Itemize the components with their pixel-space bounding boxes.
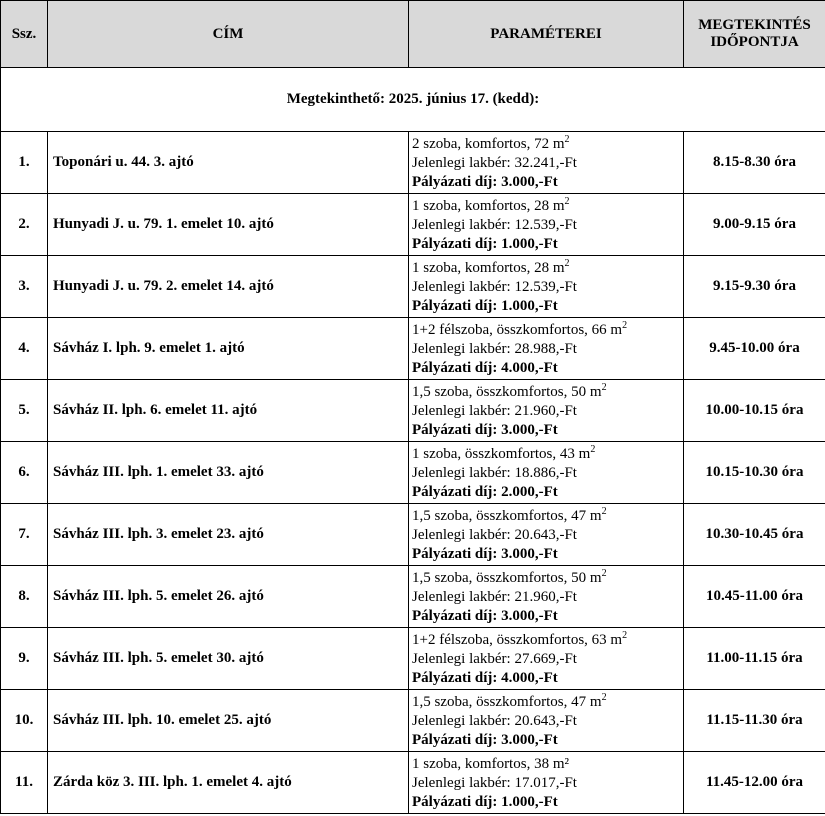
row-description: [412, 693, 683, 712]
area-unit-superscript: 2: [601, 567, 607, 579]
row-address: Sávház III. lph. 10. emelet 25. ajtó: [48, 690, 409, 752]
row-address: Sávház I. lph. 9. emelet 1. ajtó: [48, 318, 409, 380]
area-unit-superscript: 2: [590, 443, 596, 455]
header-params: PARAMÉTEREI: [409, 1, 684, 68]
area-unit-superscript: 2: [564, 195, 570, 207]
row-fee: Pályázati díj: 3.000,-Ft: [412, 545, 558, 562]
area-unit-superscript: 2: [601, 691, 607, 703]
header-viewing-line2: IDŐPONTJA: [710, 34, 799, 50]
table-row: [1, 628, 825, 690]
area-unit-superscript: 2: [622, 319, 628, 331]
row-address: Sávház II. lph. 6. emelet 11. ajtó: [48, 380, 409, 442]
row-viewing-time: 9.00-9.15 óra: [684, 194, 825, 256]
row-params: [409, 628, 684, 690]
row-number: 9.: [1, 628, 48, 690]
row-fee: Pályázati díj: 3.000,-Ft: [412, 607, 558, 624]
row-number: 5.: [1, 380, 48, 442]
row-viewing-time: 11.00-11.15 óra: [684, 628, 825, 690]
row-fee: Pályázati díj: 1.000,-Ft: [412, 793, 558, 810]
table-header: [1, 1, 825, 68]
area-unit-superscript: 2: [564, 133, 570, 145]
row-rent: Jelenlegi lakbér: 28.988,-Ft: [412, 340, 577, 357]
row-rent: Jelenlegi lakbér: 21.960,-Ft: [412, 402, 577, 419]
row-description: [412, 755, 683, 774]
row-rent: Jelenlegi lakbér: 20.643,-Ft: [412, 712, 577, 729]
header-viewing-time: [684, 1, 825, 68]
row-viewing-time: 11.15-11.30 óra: [684, 690, 825, 752]
table-row: [1, 132, 825, 194]
row-description: [412, 569, 683, 588]
row-number: 11.: [1, 752, 48, 814]
row-params: [409, 504, 684, 566]
row-description: [412, 197, 683, 216]
row-address: Sávház III. lph. 3. emelet 23. ajtó: [48, 504, 409, 566]
row-rent: Jelenlegi lakbér: 12.539,-Ft: [412, 216, 577, 233]
row-number: 10.: [1, 690, 48, 752]
row-number: 6.: [1, 442, 48, 504]
table-row: [1, 442, 825, 504]
row-viewing-time: 10.30-10.45 óra: [684, 504, 825, 566]
row-description: [412, 259, 683, 278]
row-address: Sávház III. lph. 5. emelet 26. ajtó: [48, 566, 409, 628]
row-viewing-time: 10.45-11.00 óra: [684, 566, 825, 628]
row-number: 4.: [1, 318, 48, 380]
area-unit-superscript: 2: [564, 257, 570, 269]
row-rent: Jelenlegi lakbér: 21.960,-Ft: [412, 588, 577, 605]
row-description-text: 1+2 félszoba, összkomfortos, 66 m: [412, 321, 623, 338]
row-number: 1.: [1, 132, 48, 194]
table-row: [1, 504, 825, 566]
row-viewing-time: 11.45-12.00 óra: [684, 752, 825, 814]
row-description-text: 1+2 félszoba, összkomfortos, 63 m: [412, 631, 623, 648]
area-unit-superscript: 2: [601, 381, 607, 393]
row-address: Toponári u. 44. 3. ajtó: [48, 132, 409, 194]
table-row: [1, 380, 825, 442]
row-fee: Pályázati díj: 3.000,-Ft: [412, 421, 558, 438]
row-rent: Jelenlegi lakbér: 17.017,-Ft: [412, 774, 577, 791]
table-row: [1, 318, 825, 380]
area-unit-superscript: 2: [601, 505, 607, 517]
row-description-text: 2 szoba, komfortos, 72 m: [412, 135, 565, 152]
row-number: 2.: [1, 194, 48, 256]
table-row: [1, 194, 825, 256]
section-title: Megtekinthető: 2025. június 17. (kedd):: [1, 68, 825, 132]
row-address: Hunyadi J. u. 79. 1. emelet 10. ajtó: [48, 194, 409, 256]
row-params: [409, 752, 684, 814]
row-params: [409, 132, 684, 194]
row-description-text: 1 szoba, komfortos, 28 m: [412, 197, 565, 214]
row-description-text: 1,5 szoba, összkomfortos, 47 m: [412, 693, 602, 710]
row-params: [409, 442, 684, 504]
row-description: [412, 383, 683, 402]
row-description: [412, 135, 683, 154]
row-rent: Jelenlegi lakbér: 18.886,-Ft: [412, 464, 577, 481]
row-address: Hunyadi J. u. 79. 2. emelet 14. ajtó: [48, 256, 409, 318]
row-params: [409, 380, 684, 442]
header-viewing-line1: MEGTEKINTÉS: [698, 17, 811, 33]
row-description: [412, 507, 683, 526]
row-description: [412, 631, 683, 650]
row-rent: Jelenlegi lakbér: 27.669,-Ft: [412, 650, 577, 667]
row-description-text: 1 szoba, komfortos, 28 m: [412, 259, 565, 276]
row-params: [409, 194, 684, 256]
row-address: Sávház III. lph. 1. emelet 33. ajtó: [48, 442, 409, 504]
area-unit-superscript: 2: [622, 629, 628, 641]
header-num: Ssz.: [1, 1, 48, 68]
row-fee: Pályázati díj: 1.000,-Ft: [412, 297, 558, 314]
row-viewing-time: 9.15-9.30 óra: [684, 256, 825, 318]
row-fee: Pályázati díj: 1.000,-Ft: [412, 235, 558, 252]
row-fee: Pályázati díj: 3.000,-Ft: [412, 173, 558, 190]
row-number: 7.: [1, 504, 48, 566]
section-row: [1, 68, 825, 132]
row-fee: Pályázati díj: 4.000,-Ft: [412, 359, 558, 376]
row-description: [412, 321, 683, 340]
row-viewing-time: 10.00-10.15 óra: [684, 380, 825, 442]
row-number: 3.: [1, 256, 48, 318]
row-description-text: 1,5 szoba, összkomfortos, 50 m: [412, 383, 602, 400]
row-params: [409, 318, 684, 380]
row-address: Sávház III. lph. 5. emelet 30. ajtó: [48, 628, 409, 690]
row-rent: Jelenlegi lakbér: 32.241,-Ft: [412, 154, 577, 171]
row-rent: Jelenlegi lakbér: 20.643,-Ft: [412, 526, 577, 543]
table-row: [1, 690, 825, 752]
row-params: [409, 566, 684, 628]
table-row: [1, 566, 825, 628]
row-params: [409, 690, 684, 752]
row-viewing-time: 8.15-8.30 óra: [684, 132, 825, 194]
row-address: Zárda köz 3. III. lph. 1. emelet 4. ajtó: [48, 752, 409, 814]
table-row: [1, 256, 825, 318]
row-description-text: 1 szoba, komfortos, 38 m²: [412, 755, 569, 772]
row-description: [412, 445, 683, 464]
row-number: 8.: [1, 566, 48, 628]
table-row: [1, 752, 825, 814]
row-fee: Pályázati díj: 2.000,-Ft: [412, 483, 558, 500]
row-params: [409, 256, 684, 318]
row-fee: Pályázati díj: 3.000,-Ft: [412, 731, 558, 748]
row-rent: Jelenlegi lakbér: 12.539,-Ft: [412, 278, 577, 295]
row-description-text: 1,5 szoba, összkomfortos, 50 m: [412, 569, 602, 586]
row-description-text: 1 szoba, összkomfortos, 43 m: [412, 445, 591, 462]
row-viewing-time: 10.15-10.30 óra: [684, 442, 825, 504]
row-description-text: 1,5 szoba, összkomfortos, 47 m: [412, 507, 602, 524]
row-fee: Pályázati díj: 4.000,-Ft: [412, 669, 558, 686]
row-viewing-time: 9.45-10.00 óra: [684, 318, 825, 380]
table-body: [1, 132, 825, 814]
header-address: CÍM: [48, 1, 409, 68]
